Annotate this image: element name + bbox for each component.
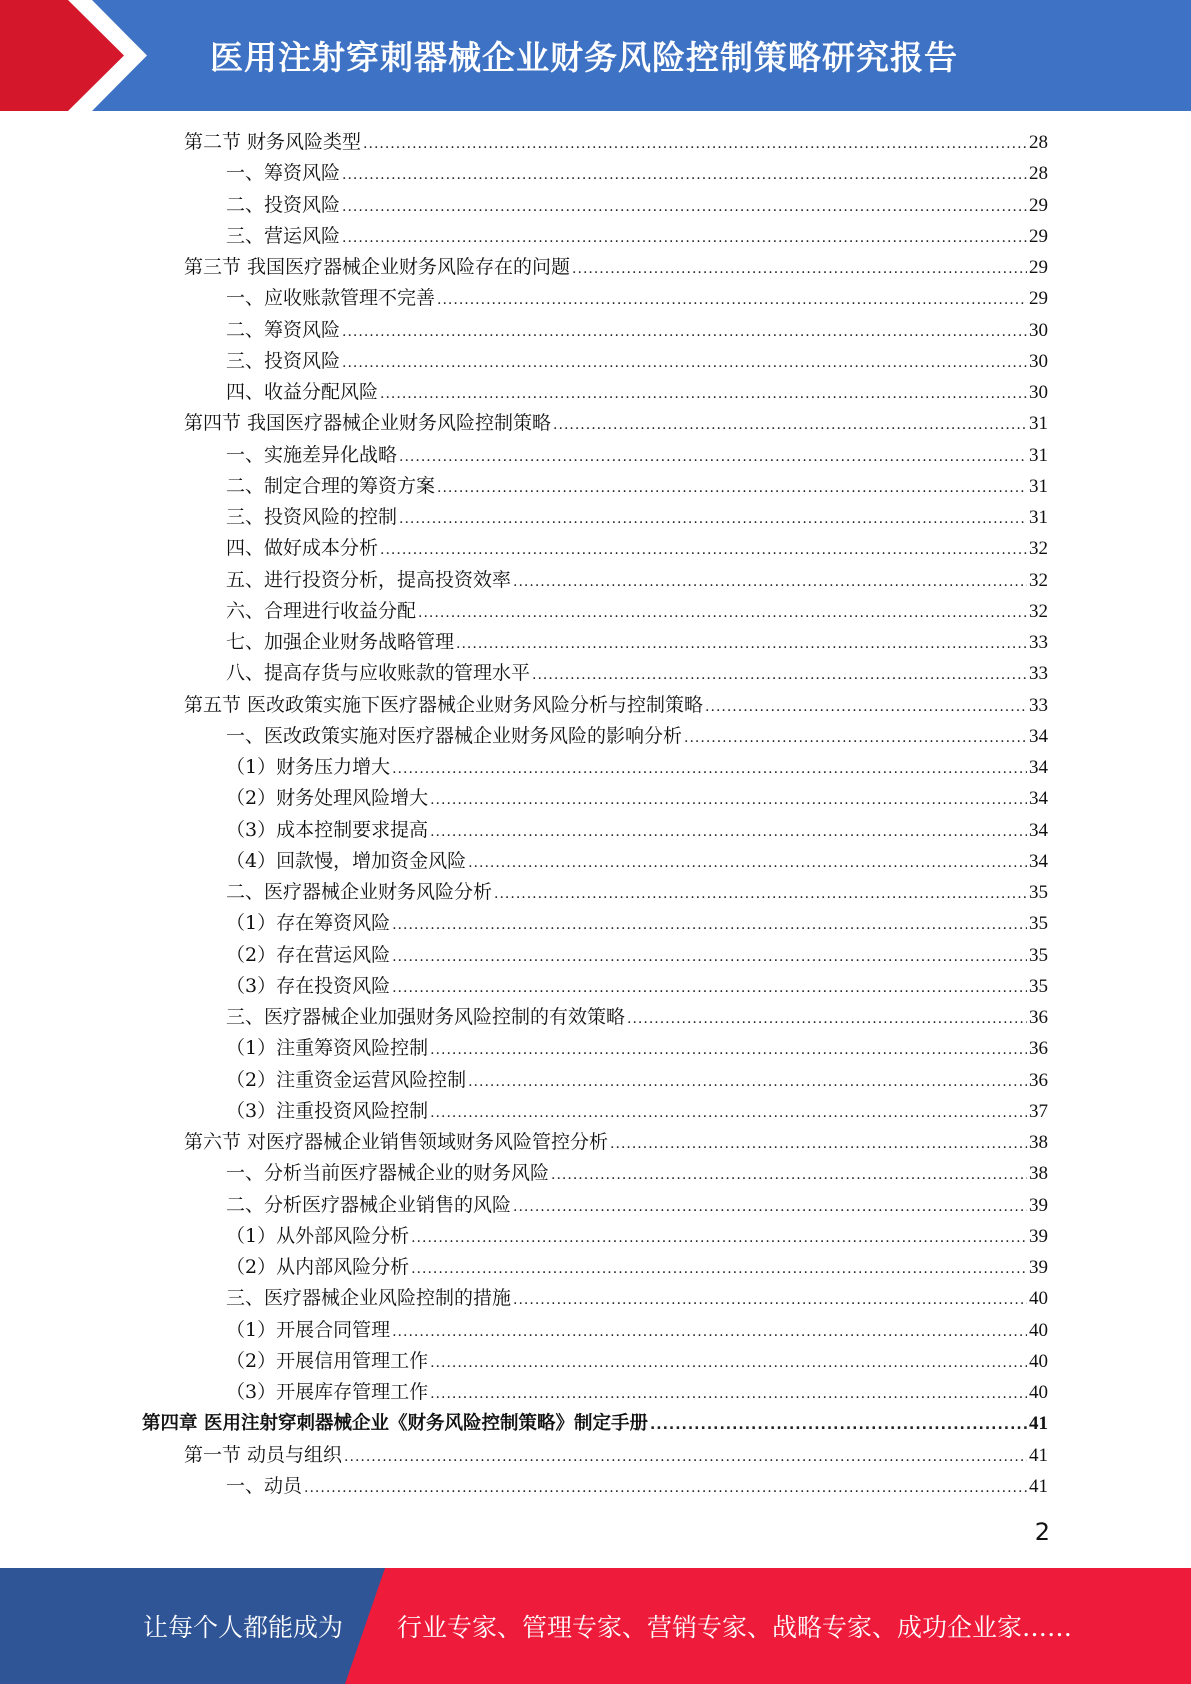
toc-entry[interactable] [0,1315,1191,1346]
toc-entry-page: 30 [1029,350,1048,372]
toc-leader-dots [399,442,1027,473]
toc-entry-page: 28 [1029,163,1048,185]
toc-entry[interactable] [0,346,1191,377]
toc-entry[interactable] [0,783,1191,814]
toc-entry[interactable] [0,1221,1191,1252]
toc-entry-title: 三、医疗器械企业加强财务风险控制的有效策略 [226,1006,626,1028]
toc-entry-title: （2）从内部风险分析 [226,1256,410,1278]
toc-entry-page: 38 [1029,1163,1048,1185]
footer-band [0,1568,1191,1684]
toc-leader-dots [468,848,1027,879]
toc-entry-page: 35 [1029,944,1048,966]
toc-entry-page: 33 [1029,694,1048,716]
toc-leader-dots [551,1160,1027,1191]
toc-leader-dots [304,1473,1027,1504]
toc-entry-page: 38 [1029,1132,1048,1153]
toc-entry-title: 一、实施差异化战略 [226,443,398,466]
toc-entry-title: （1）存在筹资风险 [226,912,391,935]
toc-leader-dots [705,692,1027,723]
toc-entry[interactable] [0,190,1191,221]
toc-entry-page: 32 [1029,538,1048,560]
toc-entry-title: （3）成本控制要求提高 [226,818,429,841]
toc-entry-page: 40 [1029,1382,1048,1403]
toc-entry-title: 一、应收账款管理不完善 [226,287,436,310]
toc-entry-title: 第二节 财务风险类型 [184,131,362,153]
toc-entry-title: （2）注重资金运营风险控制 [226,1068,467,1091]
toc-leader-dots [411,1223,1027,1254]
toc-entry-page: 35 [1029,975,1048,997]
toc-entry-title: 一、动员 [226,1474,303,1497]
toc-entry[interactable] [0,877,1191,908]
toc-entry-page: 36 [1029,1038,1048,1060]
toc-entry[interactable] [0,502,1191,533]
toc-entry-title: （1）财务压力增大 [226,756,391,778]
toc-entry[interactable] [0,315,1191,346]
toc-entry[interactable] [0,1377,1191,1408]
toc-entry-title: （3）开展库存管理工作 [226,1381,429,1403]
header-band [0,0,1191,111]
toc-leader-dots [418,598,1027,629]
toc-entry-title: 二、医疗器械企业财务风险分析 [226,881,493,903]
toc-entry-title: 三、医疗器械企业风险控制的措施 [226,1287,512,1310]
footer-slogan-right: 行业专家、管理专家、营销专家、战略专家、成功企业家…… [397,1613,1073,1642]
table-of-contents [0,127,1191,1502]
toc-entry-title: （2）存在营运风险 [226,943,391,966]
toc-entry-title: （1）从外部风险分析 [226,1224,410,1247]
toc-entry-page: 41 [1029,1444,1048,1466]
toc-entry[interactable] [0,1408,1191,1439]
toc-entry-title: （1）注重筹资风险控制 [226,1037,429,1060]
toc-leader-dots [392,973,1027,1004]
toc-entry-title: 七、加强企业财务战略管理 [226,631,455,653]
toc-entry-title: 三、营运风险 [226,224,341,247]
toc-entry-title: （3）注重投资风险控制 [226,1099,429,1122]
toc-entry[interactable] [0,1440,1191,1471]
toc-entry[interactable] [0,471,1191,502]
toc-leader-dots [380,379,1027,410]
toc-leader-dots [342,317,1027,348]
toc-entry[interactable] [0,1346,1191,1377]
footer-slogan-left: 让每个人都能成为 [143,1613,344,1642]
toc-entry[interactable] [0,1127,1191,1158]
toc-entry-page: 31 [1029,475,1048,497]
toc-entry[interactable] [0,565,1191,596]
toc-entry-title: 第一节 动员与组织 [184,1443,343,1466]
toc-entry-page: 32 [1029,569,1048,591]
toc-entry-title: 三、投资风险 [226,349,341,372]
toc-entry-page: 30 [1029,319,1048,341]
toc-entry[interactable] [0,1158,1191,1189]
toc-entry-title: （1）开展合同管理 [226,1318,391,1341]
toc-leader-dots [392,942,1027,973]
toc-entry-title: 第五节 医改政策实施下医疗器械企业财务风险分析与控制策略 [184,693,704,716]
toc-entry[interactable] [0,908,1191,939]
toc-entry[interactable] [0,440,1191,471]
toc-entry-page: 34 [1029,757,1048,778]
toc-leader-dots [380,535,1027,566]
toc-entry-page: 40 [1029,1319,1048,1341]
toc-entry[interactable] [0,1096,1191,1127]
toc-entry-page: 35 [1029,913,1048,935]
toc-entry[interactable] [0,971,1191,1002]
toc-entry[interactable] [0,533,1191,564]
toc-entry-page: 28 [1029,132,1048,153]
toc-entry-title: 第六节 对医疗器械企业销售领域财务风险管控分析 [184,1131,609,1153]
toc-leader-dots [553,410,1027,441]
toc-leader-dots [399,504,1027,535]
toc-leader-dots [363,129,1027,160]
toc-leader-dots [456,629,1027,660]
toc-entry-page: 34 [1029,850,1048,872]
toc-entry[interactable] [0,752,1191,783]
toc-entry-title: （3）存在投资风险 [226,974,391,997]
toc-leader-dots [610,1129,1027,1160]
toc-entry-page: 29 [1029,288,1048,310]
toc-leader-dots [532,660,1027,691]
toc-entry-title: 八、提高存货与应收账款的管理水平 [226,662,531,685]
page-number: 2 [1034,1518,1050,1546]
toc-entry-title: 第四章 医用注射穿刺器械企业《财务风险控制策略》制定手册 [142,1413,648,1435]
toc-entry-title: 二、投资风险 [226,193,341,216]
toc-leader-dots [392,754,1027,785]
toc-entry[interactable] [0,1471,1191,1502]
toc-entry-page: 29 [1029,194,1048,216]
toc-entry-page: 31 [1029,444,1048,466]
toc-entry-title: 一、分析当前医疗器械企业的财务风险 [226,1162,550,1185]
toc-leader-dots [342,160,1027,191]
toc-entry-page: 34 [1029,788,1048,810]
toc-entry[interactable] [0,1283,1191,1314]
toc-entry[interactable] [0,815,1191,846]
toc-leader-dots [627,1004,1027,1035]
toc-leader-dots [430,785,1027,816]
toc-entry[interactable] [0,627,1191,658]
toc-entry-page: 33 [1029,632,1048,653]
toc-entry-page: 36 [1029,1007,1048,1028]
toc-leader-dots [513,1285,1027,1316]
toc-leader-dots [411,1254,1027,1285]
toc-entry-page: 32 [1029,600,1048,622]
toc-leader-dots [494,879,1027,910]
toc-leader-dots [430,1035,1027,1066]
toc-leader-dots [342,192,1027,223]
toc-leader-dots [513,567,1027,598]
toc-leader-dots [650,1410,1027,1441]
toc-entry[interactable] [0,283,1191,314]
toc-entry-page: 39 [1029,1194,1048,1216]
toc-entry[interactable] [0,408,1191,439]
toc-entry[interactable] [0,940,1191,971]
toc-leader-dots [344,1442,1027,1473]
toc-leader-dots [468,1067,1027,1098]
toc-entry-page: 37 [1029,1100,1048,1122]
toc-entry-page: 29 [1029,225,1048,247]
toc-entry[interactable] [0,1002,1191,1033]
toc-entry[interactable] [0,1065,1191,1096]
toc-entry-page: 39 [1029,1257,1048,1278]
toc-entry-title: 第四节 我国医疗器械企业财务风险控制策略 [184,412,552,435]
toc-entry[interactable] [0,221,1191,252]
toc-entry[interactable] [0,596,1191,627]
toc-leader-dots [392,1317,1027,1348]
toc-entry[interactable] [0,846,1191,877]
toc-entry-page: 39 [1029,1225,1048,1247]
toc-entry-title: （4）回款慢，增加资金风险 [226,849,467,872]
toc-leader-dots [513,1192,1027,1223]
toc-entry-title: 六、合理进行收益分配 [226,599,417,622]
toc-entry[interactable] [0,158,1191,189]
toc-entry-page: 30 [1029,382,1048,403]
toc-entry[interactable] [0,721,1191,752]
toc-leader-dots [430,1379,1027,1410]
toc-entry-title: （2）开展信用管理工作 [226,1349,429,1372]
toc-entry-page: 33 [1029,663,1048,685]
toc-leader-dots [437,285,1027,316]
toc-entry[interactable] [0,127,1191,158]
toc-entry-page: 34 [1029,725,1048,747]
toc-entry-page: 40 [1029,1350,1048,1372]
toc-entry[interactable] [0,377,1191,408]
toc-entry-page: 35 [1029,882,1048,903]
toc-entry[interactable] [0,1033,1191,1064]
toc-leader-dots [392,910,1027,941]
toc-entry-page: 41 [1029,1475,1048,1497]
toc-leader-dots [437,473,1027,504]
toc-entry-title: 五、进行投资分析，提高投资效率 [226,568,512,591]
toc-entry-page: 34 [1029,819,1048,841]
toc-entry-title: 四、做好成本分析 [226,537,379,560]
toc-entry-title: 一、筹资风险 [226,162,341,185]
toc-leader-dots [684,723,1027,754]
toc-entry[interactable] [0,690,1191,721]
toc-entry[interactable] [0,1252,1191,1283]
toc-leader-dots [342,348,1027,379]
toc-entry-title: （2）财务处理风险增大 [226,787,429,810]
toc-entry[interactable] [0,1190,1191,1221]
toc-entry-title: 第三节 我国医疗器械企业财务风险存在的问题 [184,256,571,278]
toc-entry[interactable] [0,252,1191,283]
toc-entry-title: 二、制定合理的筹资方案 [226,474,436,497]
toc-entry[interactable] [0,658,1191,689]
toc-entry-page: 40 [1029,1288,1048,1310]
toc-entry-title: 二、分析医疗器械企业销售的风险 [226,1193,512,1216]
toc-entry-title: 二、筹资风险 [226,318,341,341]
toc-entry-title: 一、医改政策实施对医疗器械企业财务风险的影响分析 [226,724,683,747]
toc-entry-page: 31 [1029,507,1048,528]
toc-entry-page: 36 [1029,1069,1048,1091]
toc-entry-page: 41 [1029,1413,1048,1435]
toc-leader-dots [430,1348,1027,1379]
toc-leader-dots [342,223,1027,254]
toc-entry-page: 29 [1029,257,1048,278]
toc-entry-title: 三、投资风险的控制 [226,506,398,528]
toc-entry-page: 31 [1029,413,1048,435]
toc-leader-dots [430,817,1027,848]
toc-leader-dots [430,1098,1027,1129]
toc-entry-title: 四、收益分配风险 [226,381,379,403]
toc-leader-dots [572,254,1027,285]
document-title: 医用注射穿刺器械企业财务风险控制策略研究报告 [210,38,958,77]
